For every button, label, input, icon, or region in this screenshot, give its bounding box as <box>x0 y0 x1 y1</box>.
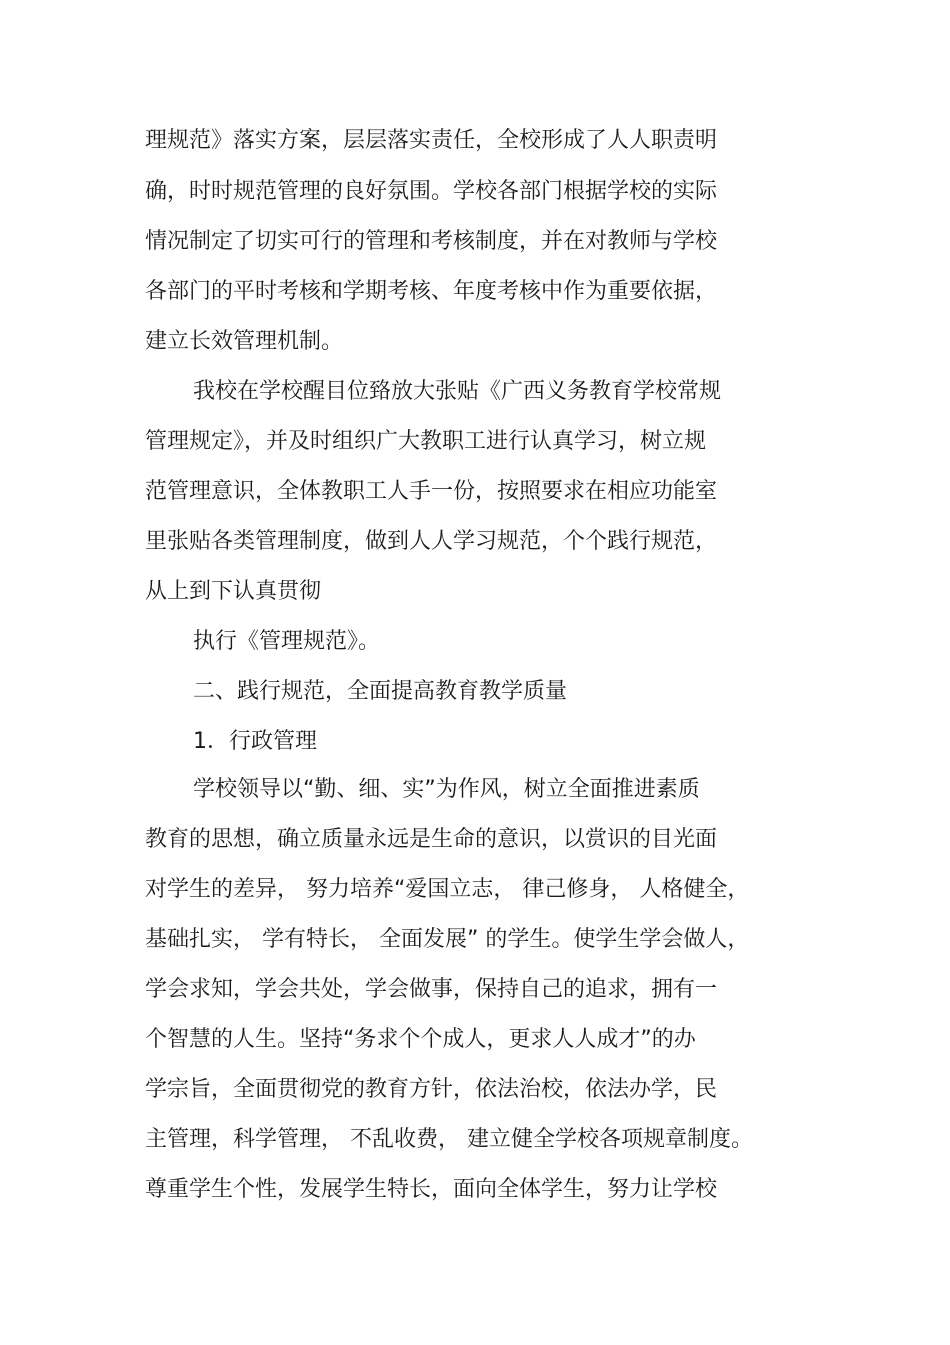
text-line: 个智慧的人生。坚持“务求个个成人，更求人人成才”的办 <box>145 1027 696 1052</box>
text-line: 确，时时规范管理的良好氛围。学校各部门根据学校的实际 <box>145 179 718 204</box>
section-heading: 二、践行规范，全面提高教育教学质量 <box>193 679 568 704</box>
text-line: 基础扎实， 学有特长， 全面发展” 的学生。使学生学会做人， <box>145 927 750 952</box>
text-line: 范管理意识，全体教职工人手一份，按照要求在相应功能室 <box>145 479 718 504</box>
text-line: 教育的思想，确立质量永远是生命的意识，以赏识的目光面 <box>145 827 718 852</box>
text-line: 情况制定了切实可行的管理和考核制度，并在对教师与学校 <box>145 229 718 254</box>
text-line: 对学生的差异， 努力培养“爱国立志， 律己修身， 人格健全， <box>145 877 750 902</box>
text-line: 理规范》落实方案，层层落实责任，全校形成了人人职责明 <box>145 128 718 153</box>
text-line: 尊重学生个性，发展学生特长，面向全体学生，努力让学校 <box>145 1177 718 1202</box>
text-line: 从上到下认真贯彻 <box>145 579 322 604</box>
text-line: 主管理，科学管理， 不乱收费， 建立健全学校各项规章制度。 <box>145 1127 753 1152</box>
text-line: 管理规定》，并及时组织广大教职工进行认真学习，树立规 <box>145 429 707 454</box>
text-line: 学宗旨，全面贯彻党的教育方针，依法治校，依法办学，民 <box>145 1077 718 1102</box>
text-line: 里张贴各类管理制度，做到人人学习规范，个个践行规范， <box>145 529 718 554</box>
text-line: 各部门的平时考核和学期考核、年度考核中作为重要依据， <box>145 279 718 304</box>
text-line: 学会求知，学会共处，学会做事，保持自己的追求，拥有一 <box>145 977 718 1002</box>
subsection-heading: 1．行政管理 <box>193 729 317 754</box>
text-line: 我校在学校醒目位臵放大张贴《广西义务教育学校常规 <box>193 379 722 404</box>
text-line: 学校领导以“勤、细、实”为作风，树立全面推进素质 <box>193 777 700 802</box>
text-line: 建立长效管理机制。 <box>145 329 344 354</box>
text-line: 执行《管理规范》。 <box>193 629 381 654</box>
